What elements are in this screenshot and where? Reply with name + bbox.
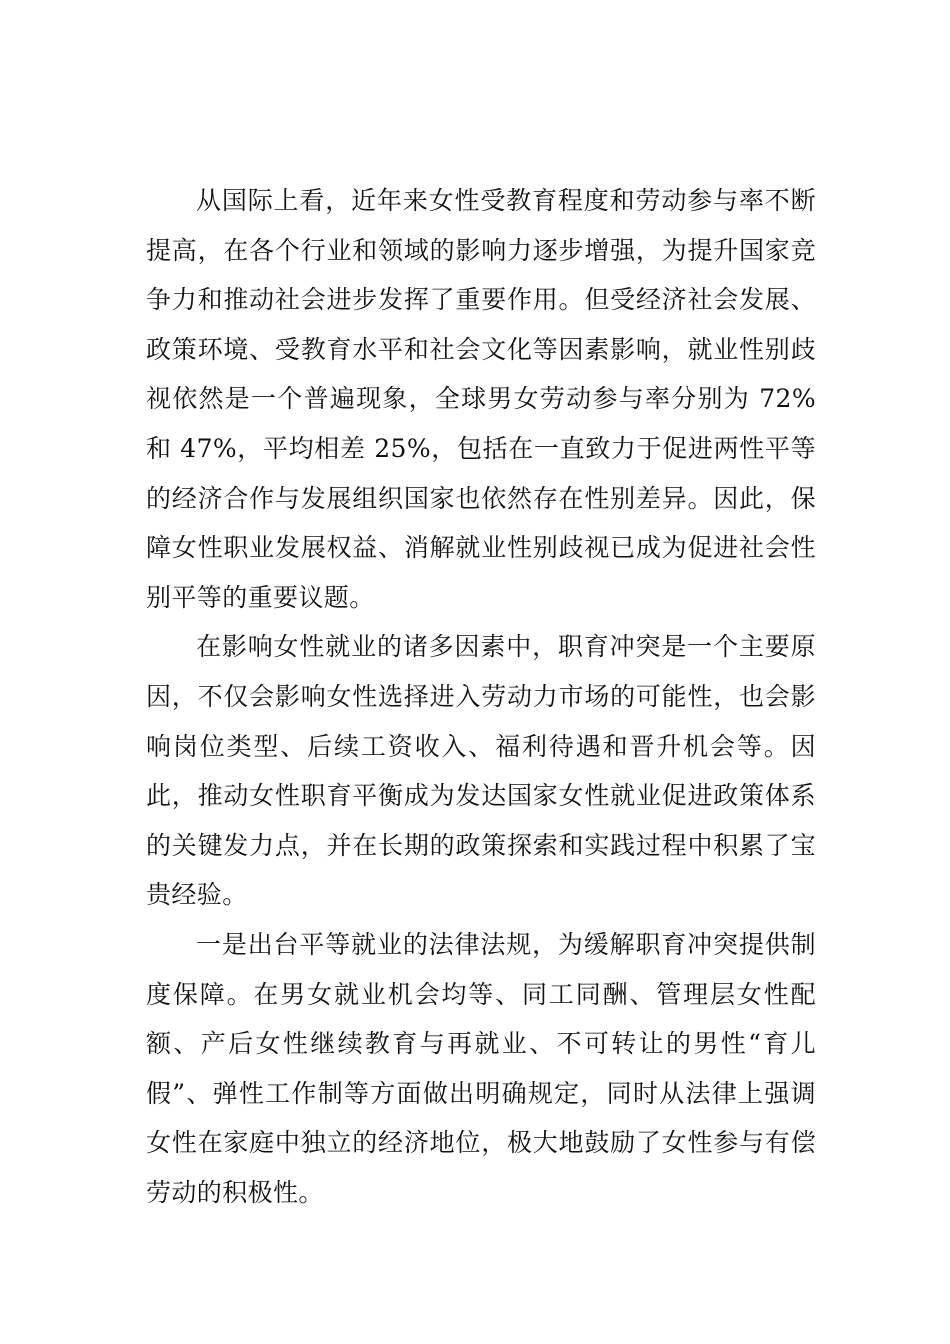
document-body <box>146 176 816 1217</box>
paragraph-work-family-conflict: 在影响女性就业的诸多因素中，职育冲突是一个主要原因，不仅会影响女性选择进入劳动力市场的可能性，也会影响岗位类型、后续工资收入、福利待遇和晋升机会等。因此，推动女性职育平衡成为发达国家女性就业促进政策体系的关键发力点，并在长期的政策探索和实践过程中积累了宝贵经验。 <box>146 632 816 910</box>
paragraph-legal-measures: 一是出台平等就业的法律法规，为缓解职育冲突提供制度保障。在男女就业机会均等、同工同酬、管理层女性配额、产后女性继续教育与再就业、不可转让的男性“育儿假”、弹性工作制等方面做出明确规定，同时从法律上强调女性在家庭中独立的经济地位，极大地鼓励了女性参与有偿劳动的积极性。 <box>146 929 816 1207</box>
paragraph-international-overview: 从国际上看，近年来女性受教育程度和劳动参与率不断提高，在各个行业和领域的影响力逐步增强，为提升国家竞争力和推动社会进步发挥了重要作用。但受经济社会发展、政策环境、受教育水平和社会文化等因素影响，就业性别歧视依然是一个普遍现象，全球男女劳动参与率分别为 72%和 47%，平均相差 25%，包括在一直致力于促进两性平等的经济合作与发展组织国家也依然存在性别差异。因此，保障女性职业发展权益、消解就业性别歧视已成为促进社会性别平等的重要议题。 <box>146 186 816 612</box>
